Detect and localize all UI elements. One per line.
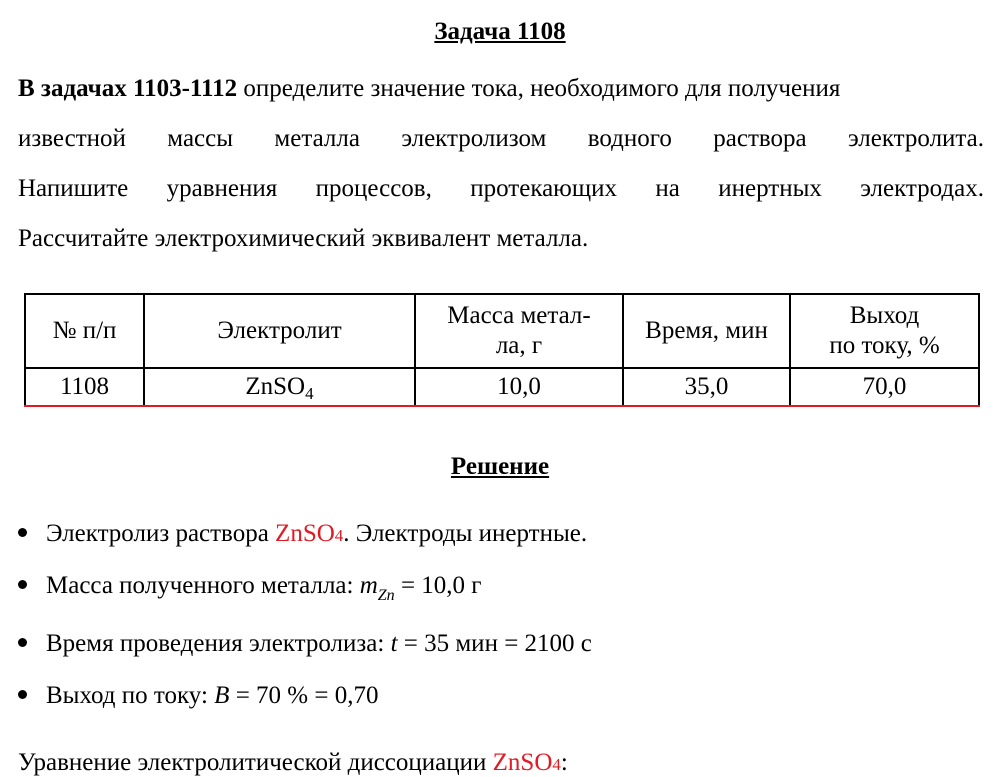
cell-mass: 10,0 [415, 368, 623, 406]
dissociation-heading [18, 750, 984, 777]
intro-line-3: Напишите уравнения процессов, протекающих на инертных электродах. [18, 175, 984, 202]
header-mass-line-1: Масса метал- [447, 302, 591, 329]
intro-line-1-text: определите значение тока, необходимого для получения [237, 75, 841, 102]
table-header-row [25, 294, 979, 368]
data-table [24, 293, 980, 407]
bullet-2-variable: m [359, 572, 378, 599]
header-time: Время, мин [623, 294, 790, 368]
header-yield [790, 294, 979, 368]
bullet-icon [18, 528, 27, 537]
electrolyte-formula: ZnSO [245, 373, 306, 400]
header-number: № п/п [25, 294, 144, 368]
dissociation-formula-subscript: 4 [552, 755, 561, 774]
cell-yield: 70,0 [790, 368, 979, 406]
bullet-1-text: Электролиз раствора [46, 520, 276, 547]
bullet-3-value: = 35 мин = 2100 с [397, 630, 592, 657]
intro-line-2: известной массы металла электролизом водного раствора электролита. [18, 125, 984, 152]
header-yield-line-1: Выход [849, 302, 920, 329]
bullet-1-formula: ZnSO [275, 520, 335, 547]
bullet-4-value: = 70 % = 0,70 [229, 682, 379, 709]
bullet-2-value: = 10,0 г [394, 572, 482, 599]
intro-line-1 [18, 76, 984, 101]
bullet-1-text-tail: . Электроды инертные. [343, 520, 588, 547]
bullet-icon [18, 638, 27, 647]
dissociation-formula: ZnSO [492, 749, 553, 776]
electrolyte-subscript: 4 [305, 384, 314, 403]
dissociation-colon: : [560, 749, 568, 776]
problem-title: Задача 1108 [434, 18, 566, 45]
solution-heading: Решение [450, 453, 550, 480]
list-item-yield [18, 682, 378, 710]
list-item-time [18, 630, 592, 658]
bullet-4-text: Выход по току: [46, 682, 215, 709]
list-item-mass [18, 572, 482, 604]
dissociation-text: Уравнение электролитической диссоциации [18, 749, 493, 776]
intro-bold-lead: В задачах 1103-1112 [18, 75, 238, 102]
header-mass-line-2: ла, г [495, 332, 543, 359]
bullet-icon [18, 690, 27, 699]
intro-line-4: Рассчитайте электрохимический эквивалент металла. [18, 225, 589, 252]
header-electrolyte: Электролит [144, 294, 415, 368]
bullet-icon [18, 580, 27, 589]
cell-electrolyte [144, 368, 415, 406]
table-row [25, 368, 979, 406]
cell-number: 1108 [25, 368, 144, 406]
bullet-3-variable: t [390, 630, 398, 657]
bullet-3-text: Время проведения электролиза: [46, 630, 391, 657]
cell-time: 35,0 [623, 368, 790, 406]
bullet-2-variable-subscript: Zn [377, 587, 395, 604]
bullet-2-text: Масса полученного металла: [46, 572, 360, 599]
header-yield-line-2: по току, % [829, 332, 940, 359]
bullet-1-formula-subscript: 4 [334, 526, 344, 545]
header-mass [415, 294, 623, 368]
list-item-electrolysis [18, 520, 587, 550]
bullet-4-variable: B [214, 682, 230, 709]
